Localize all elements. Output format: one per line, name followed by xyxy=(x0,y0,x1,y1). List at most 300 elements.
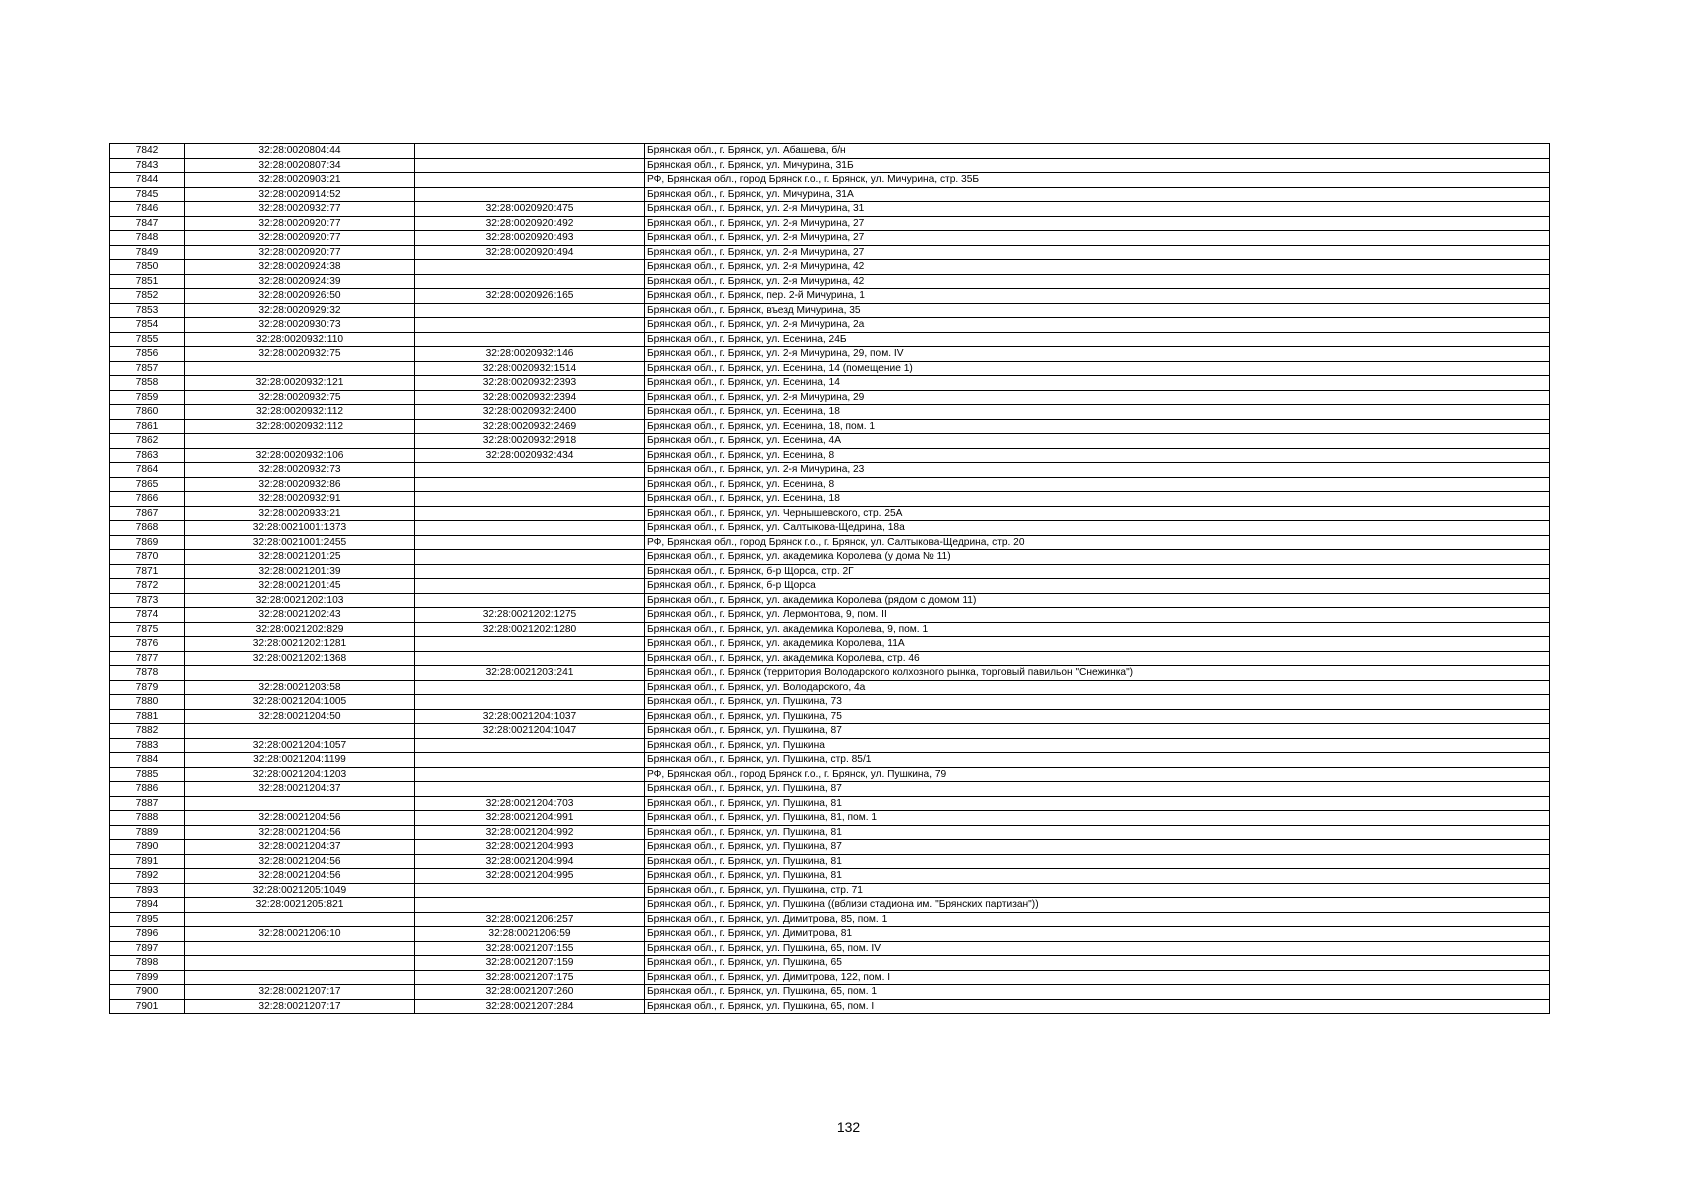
address-cell: Брянская обл., г. Брянск, ул. Пушкина, 73 xyxy=(645,695,1550,710)
row-number-cell: 7878 xyxy=(110,666,185,681)
table-row xyxy=(110,390,1550,405)
address-cell: Брянская обл., г. Брянск, ул. Пушкина, 87 xyxy=(645,840,1550,855)
parcel-number-cell: 32:28:0020914:52 xyxy=(185,187,415,202)
building-number-cell: 32:28:0021204:995 xyxy=(415,869,645,884)
row-number-cell: 7844 xyxy=(110,173,185,188)
row-number-cell: 7900 xyxy=(110,985,185,1000)
row-number-cell: 7864 xyxy=(110,463,185,478)
address-cell: Брянская обл., г. Брянск, б-р Щорса xyxy=(645,579,1550,594)
table-row xyxy=(110,535,1550,550)
row-number-cell: 7842 xyxy=(110,144,185,159)
parcel-number-cell: 32:28:0020932:110 xyxy=(185,332,415,347)
row-number-cell: 7848 xyxy=(110,231,185,246)
parcel-number-cell: 32:28:0021204:37 xyxy=(185,782,415,797)
building-number-cell xyxy=(415,260,645,275)
row-number-cell: 7885 xyxy=(110,767,185,782)
row-number-cell: 7855 xyxy=(110,332,185,347)
parcel-number-cell: 32:28:0021204:56 xyxy=(185,825,415,840)
parcel-number-cell: 32:28:0021207:17 xyxy=(185,985,415,1000)
table-row xyxy=(110,622,1550,637)
row-number-cell: 7861 xyxy=(110,419,185,434)
building-number-cell: 32:28:0020920:494 xyxy=(415,245,645,260)
parcel-number-cell: 32:28:0020930:73 xyxy=(185,318,415,333)
parcel-number-cell xyxy=(185,941,415,956)
address-cell: Брянская обл., г. Брянск, ул. Есенина, 14 (помещение 1) xyxy=(645,361,1550,376)
building-number-cell: 32:28:0021204:1037 xyxy=(415,709,645,724)
table-row xyxy=(110,521,1550,536)
parcel-number-cell: 32:28:0020929:32 xyxy=(185,303,415,318)
building-number-cell xyxy=(415,579,645,594)
table-row xyxy=(110,158,1550,173)
address-cell: Брянская обл., г. Брянск, ул. Чернышевского, стр. 25А xyxy=(645,506,1550,521)
table-row xyxy=(110,854,1550,869)
building-number-cell xyxy=(415,332,645,347)
parcel-number-cell: 32:28:0021204:50 xyxy=(185,709,415,724)
parcel-number-cell: 32:28:0021204:56 xyxy=(185,854,415,869)
parcel-number-cell: 32:28:0021204:37 xyxy=(185,840,415,855)
building-number-cell: 32:28:0021204:994 xyxy=(415,854,645,869)
building-number-cell xyxy=(415,173,645,188)
address-cell: Брянская обл., г. Брянск, ул. 2-я Мичурина, 23 xyxy=(645,463,1550,478)
row-number-cell: 7846 xyxy=(110,202,185,217)
row-number-cell: 7845 xyxy=(110,187,185,202)
table-row xyxy=(110,289,1550,304)
row-number-cell: 7891 xyxy=(110,854,185,869)
building-number-cell: 32:28:0020932:146 xyxy=(415,347,645,362)
parcel-number-cell: 32:28:0021001:2455 xyxy=(185,535,415,550)
parcel-number-cell: 32:28:0021202:103 xyxy=(185,593,415,608)
row-number-cell: 7843 xyxy=(110,158,185,173)
table-row xyxy=(110,405,1550,420)
row-number-cell: 7886 xyxy=(110,782,185,797)
address-cell: Брянская обл., г. Брянск, ул. 2-я Мичурина, 29, пом. IV xyxy=(645,347,1550,362)
building-number-cell xyxy=(415,318,645,333)
parcel-number-cell: 32:28:0021204:1005 xyxy=(185,695,415,710)
building-number-cell xyxy=(415,695,645,710)
table-row xyxy=(110,274,1550,289)
building-number-cell: 32:28:0020932:2918 xyxy=(415,434,645,449)
address-cell: Брянская обл., г. Брянск, ул. Пушкина, 75 xyxy=(645,709,1550,724)
table-row xyxy=(110,651,1550,666)
row-number-cell: 7847 xyxy=(110,216,185,231)
table-row xyxy=(110,985,1550,1000)
row-number-cell: 7872 xyxy=(110,579,185,594)
row-number-cell: 7889 xyxy=(110,825,185,840)
parcel-number-cell: 32:28:0020807:34 xyxy=(185,158,415,173)
address-cell: Брянская обл., г. Брянск, ул. Есенина, 24Б xyxy=(645,332,1550,347)
address-cell: Брянская обл., г. Брянск, ул. Есенина, 18 xyxy=(645,492,1550,507)
parcel-number-cell: 32:28:0020804:44 xyxy=(185,144,415,159)
table-row xyxy=(110,927,1550,942)
row-number-cell: 7896 xyxy=(110,927,185,942)
building-number-cell xyxy=(415,535,645,550)
address-cell: Брянская обл., г. Брянск, ул. Пушкина, 65 xyxy=(645,956,1550,971)
building-number-cell xyxy=(415,782,645,797)
parcel-number-cell: 32:28:0021204:56 xyxy=(185,811,415,826)
address-cell: Брянская обл., г. Брянск, ул. академика Королева, стр. 46 xyxy=(645,651,1550,666)
address-cell: Брянская обл., г. Брянск, ул. академика Королева (рядом с домом 11) xyxy=(645,593,1550,608)
parcel-number-cell: 32:28:0021202:1368 xyxy=(185,651,415,666)
building-number-cell xyxy=(415,463,645,478)
parcel-number-cell xyxy=(185,912,415,927)
address-cell: Брянская обл., г. Брянск, ул. Пушкина, 65, пом. I xyxy=(645,999,1550,1014)
parcel-number-cell xyxy=(185,666,415,681)
building-number-cell: 32:28:0021202:1275 xyxy=(415,608,645,623)
table-row xyxy=(110,883,1550,898)
row-number-cell: 7901 xyxy=(110,999,185,1014)
table-row xyxy=(110,187,1550,202)
building-number-cell xyxy=(415,303,645,318)
building-number-cell: 32:28:0020932:2400 xyxy=(415,405,645,420)
building-number-cell: 32:28:0021204:993 xyxy=(415,840,645,855)
building-number-cell: 32:28:0020932:2393 xyxy=(415,376,645,391)
table-row xyxy=(110,564,1550,579)
address-cell: Брянская обл., г. Брянск, ул. Димитрова, 85, пом. 1 xyxy=(645,912,1550,927)
address-cell: Брянская обл., г. Брянск, пер. 2-й Мичурина, 1 xyxy=(645,289,1550,304)
building-number-cell xyxy=(415,767,645,782)
document-sheet xyxy=(109,143,1549,1014)
address-cell: Брянская обл., г. Брянск, ул. Пушкина, 81 xyxy=(645,869,1550,884)
table-row xyxy=(110,738,1550,753)
row-number-cell: 7883 xyxy=(110,738,185,753)
page-number: 132 xyxy=(836,1119,861,1135)
register-table-body xyxy=(110,144,1550,1014)
address-cell: Брянская обл., г. Брянск, ул. 2-я Мичурина, 31 xyxy=(645,202,1550,217)
building-number-cell: 32:28:0021204:703 xyxy=(415,796,645,811)
building-number-cell: 32:28:0020932:2394 xyxy=(415,390,645,405)
row-number-cell: 7877 xyxy=(110,651,185,666)
building-number-cell xyxy=(415,680,645,695)
row-number-cell: 7880 xyxy=(110,695,185,710)
building-number-cell xyxy=(415,593,645,608)
table-row xyxy=(110,303,1550,318)
address-cell: Брянская обл., г. Брянск, ул. Пушкина, 81 xyxy=(645,854,1550,869)
building-number-cell: 32:28:0021207:155 xyxy=(415,941,645,956)
building-number-cell: 32:28:0020920:493 xyxy=(415,231,645,246)
table-row xyxy=(110,796,1550,811)
address-cell: Брянская обл., г. Брянск, ул. Володарского, 4а xyxy=(645,680,1550,695)
building-number-cell: 32:28:0021202:1280 xyxy=(415,622,645,637)
parcel-number-cell: 32:28:0020932:91 xyxy=(185,492,415,507)
address-cell: Брянская обл., г. Брянск, въезд Мичурина, 35 xyxy=(645,303,1550,318)
building-number-cell xyxy=(415,144,645,159)
table-row xyxy=(110,666,1550,681)
address-cell: Брянская обл., г. Брянск, б-р Щорса, стр. 2Г xyxy=(645,564,1550,579)
parcel-number-cell: 32:28:0020932:106 xyxy=(185,448,415,463)
table-row xyxy=(110,202,1550,217)
table-row xyxy=(110,173,1550,188)
address-cell: Брянская обл., г. Брянск, ул. академика Королева (у дома № 11) xyxy=(645,550,1550,565)
address-cell: РФ, Брянская обл., город Брянск г.о., г. Брянск, ул. Мичурина, стр. 35Б xyxy=(645,173,1550,188)
address-cell: Брянская обл., г. Брянск, ул. Пушкина ((вблизи стадиона им. "Брянских партизан")) xyxy=(645,898,1550,913)
parcel-number-cell: 32:28:0020933:21 xyxy=(185,506,415,521)
table-row xyxy=(110,506,1550,521)
row-number-cell: 7893 xyxy=(110,883,185,898)
table-row xyxy=(110,637,1550,652)
row-number-cell: 7876 xyxy=(110,637,185,652)
parcel-number-cell: 32:28:0020924:38 xyxy=(185,260,415,275)
address-cell: Брянская обл., г. Брянск, ул. академика Королева, 11А xyxy=(645,637,1550,652)
parcel-number-cell: 32:28:0020932:75 xyxy=(185,347,415,362)
building-number-cell xyxy=(415,898,645,913)
building-number-cell xyxy=(415,883,645,898)
building-number-cell: 32:28:0021207:260 xyxy=(415,985,645,1000)
parcel-number-cell: 32:28:0021202:1281 xyxy=(185,637,415,652)
parcel-number-cell: 32:28:0020932:112 xyxy=(185,419,415,434)
table-row xyxy=(110,956,1550,971)
row-number-cell: 7879 xyxy=(110,680,185,695)
address-cell: Брянская обл., г. Брянск, ул. Пушкина, 81, пом. 1 xyxy=(645,811,1550,826)
row-number-cell: 7867 xyxy=(110,506,185,521)
row-number-cell: 7888 xyxy=(110,811,185,826)
parcel-number-cell xyxy=(185,970,415,985)
parcel-number-cell: 32:28:0020926:50 xyxy=(185,289,415,304)
row-number-cell: 7875 xyxy=(110,622,185,637)
row-number-cell: 7881 xyxy=(110,709,185,724)
table-row xyxy=(110,724,1550,739)
address-cell: Брянская обл., г. Брянск, ул. Димитрова, 122, пом. I xyxy=(645,970,1550,985)
table-row xyxy=(110,492,1550,507)
row-number-cell: 7868 xyxy=(110,521,185,536)
address-cell: Брянская обл., г. Брянск, ул. 2-я Мичурина, 27 xyxy=(645,231,1550,246)
address-cell: Брянская обл., г. Брянск, ул. Салтыкова-Щедрина, 18а xyxy=(645,521,1550,536)
address-cell: Брянская обл., г. Брянск, ул. 2-я Мичурина, 2а xyxy=(645,318,1550,333)
table-row xyxy=(110,825,1550,840)
address-cell: Брянская обл., г. Брянск, ул. 2-я Мичурина, 42 xyxy=(645,274,1550,289)
parcel-number-cell: 32:28:0020920:77 xyxy=(185,216,415,231)
building-number-cell xyxy=(415,738,645,753)
table-row xyxy=(110,144,1550,159)
table-row xyxy=(110,347,1550,362)
parcel-number-cell: 32:28:0021206:10 xyxy=(185,927,415,942)
parcel-number-cell: 32:28:0021207:17 xyxy=(185,999,415,1014)
building-number-cell: 32:28:0021203:241 xyxy=(415,666,645,681)
building-number-cell: 32:28:0020926:165 xyxy=(415,289,645,304)
building-number-cell: 32:28:0021204:1047 xyxy=(415,724,645,739)
parcel-number-cell: 32:28:0020932:86 xyxy=(185,477,415,492)
row-number-cell: 7852 xyxy=(110,289,185,304)
building-number-cell xyxy=(415,274,645,289)
parcel-number-cell: 32:28:0020932:73 xyxy=(185,463,415,478)
row-number-cell: 7892 xyxy=(110,869,185,884)
address-cell: РФ, Брянская обл., город Брянск г.о., г. Брянск, ул. Салтыкова-Щедрина, стр. 20 xyxy=(645,535,1550,550)
table-row xyxy=(110,840,1550,855)
table-row xyxy=(110,579,1550,594)
building-number-cell xyxy=(415,521,645,536)
building-number-cell xyxy=(415,492,645,507)
address-cell: Брянская обл., г. Брянск, ул. Есенина, 8 xyxy=(645,448,1550,463)
building-number-cell: 32:28:0021207:175 xyxy=(415,970,645,985)
building-number-cell xyxy=(415,506,645,521)
address-cell: Брянская обл., г. Брянск, ул. Лермонтова, 9, пом. II xyxy=(645,608,1550,623)
parcel-number-cell: 32:28:0021205:1049 xyxy=(185,883,415,898)
table-row xyxy=(110,912,1550,927)
address-cell: Брянская обл., г. Брянск, ул. Есенина, 18 xyxy=(645,405,1550,420)
building-number-cell xyxy=(415,651,645,666)
table-row xyxy=(110,216,1550,231)
table-row xyxy=(110,593,1550,608)
table-row xyxy=(110,680,1550,695)
row-number-cell: 7899 xyxy=(110,970,185,985)
table-row xyxy=(110,608,1550,623)
building-number-cell: 32:28:0021206:257 xyxy=(415,912,645,927)
address-cell: Брянская обл., г. Брянск, ул. Пушкина, 81 xyxy=(645,825,1550,840)
row-number-cell: 7866 xyxy=(110,492,185,507)
row-number-cell: 7895 xyxy=(110,912,185,927)
address-cell: Брянская обл., г. Брянск, ул. 2-я Мичурина, 42 xyxy=(645,260,1550,275)
address-cell: Брянская обл., г. Брянск, ул. Есенина, 4А xyxy=(645,434,1550,449)
parcel-number-cell: 32:28:0021204:1203 xyxy=(185,767,415,782)
row-number-cell: 7869 xyxy=(110,535,185,550)
row-number-cell: 7853 xyxy=(110,303,185,318)
building-number-cell: 32:28:0021204:992 xyxy=(415,825,645,840)
table-row xyxy=(110,970,1550,985)
row-number-cell: 7849 xyxy=(110,245,185,260)
row-number-cell: 7874 xyxy=(110,608,185,623)
parcel-number-cell: 32:28:0021202:829 xyxy=(185,622,415,637)
row-number-cell: 7894 xyxy=(110,898,185,913)
address-cell: Брянская обл., г. Брянск, ул. 2-я Мичурина, 27 xyxy=(645,216,1550,231)
row-number-cell: 7858 xyxy=(110,376,185,391)
address-cell: Брянская обл., г. Брянск, ул. Пушкина, 65, пом. IV xyxy=(645,941,1550,956)
parcel-number-cell: 32:28:0021201:39 xyxy=(185,564,415,579)
building-number-cell xyxy=(415,637,645,652)
row-number-cell: 7897 xyxy=(110,941,185,956)
table-row xyxy=(110,941,1550,956)
row-number-cell: 7882 xyxy=(110,724,185,739)
table-row xyxy=(110,782,1550,797)
row-number-cell: 7887 xyxy=(110,796,185,811)
parcel-number-cell: 32:28:0021001:1373 xyxy=(185,521,415,536)
address-cell: Брянская обл., г. Брянск, ул. 2-я Мичурина, 29 xyxy=(645,390,1550,405)
building-number-cell: 32:28:0020932:2469 xyxy=(415,419,645,434)
table-row xyxy=(110,898,1550,913)
building-number-cell xyxy=(415,187,645,202)
table-row xyxy=(110,753,1550,768)
building-number-cell: 32:28:0020932:434 xyxy=(415,448,645,463)
row-number-cell: 7873 xyxy=(110,593,185,608)
building-number-cell: 32:28:0021207:284 xyxy=(415,999,645,1014)
row-number-cell: 7871 xyxy=(110,564,185,579)
parcel-number-cell: 32:28:0021205:821 xyxy=(185,898,415,913)
parcel-number-cell: 32:28:0021201:45 xyxy=(185,579,415,594)
row-number-cell: 7865 xyxy=(110,477,185,492)
table-row xyxy=(110,318,1550,333)
address-cell: Брянская обл., г. Брянск, ул. Пушкина xyxy=(645,738,1550,753)
table-row xyxy=(110,695,1550,710)
building-number-cell: 32:28:0020932:1514 xyxy=(415,361,645,376)
parcel-number-cell: 32:28:0020932:75 xyxy=(185,390,415,405)
table-row xyxy=(110,245,1550,260)
table-row xyxy=(110,811,1550,826)
register-table xyxy=(109,143,1550,1014)
table-row xyxy=(110,477,1550,492)
row-number-cell: 7884 xyxy=(110,753,185,768)
table-row xyxy=(110,550,1550,565)
row-number-cell: 7854 xyxy=(110,318,185,333)
row-number-cell: 7890 xyxy=(110,840,185,855)
building-number-cell xyxy=(415,564,645,579)
table-row xyxy=(110,231,1550,246)
parcel-number-cell: 32:28:0021204:1057 xyxy=(185,738,415,753)
address-cell: Брянская обл., г. Брянск, ул. академика Королева, 9, пом. 1 xyxy=(645,622,1550,637)
row-number-cell: 7856 xyxy=(110,347,185,362)
parcel-number-cell xyxy=(185,434,415,449)
parcel-number-cell: 32:28:0021201:25 xyxy=(185,550,415,565)
row-number-cell: 7859 xyxy=(110,390,185,405)
table-row xyxy=(110,260,1550,275)
address-cell: Брянская обл., г. Брянск, ул. Есенина, 8 xyxy=(645,477,1550,492)
table-row xyxy=(110,376,1550,391)
parcel-number-cell: 32:28:0020920:77 xyxy=(185,245,415,260)
table-row xyxy=(110,332,1550,347)
building-number-cell: 32:28:0020920:475 xyxy=(415,202,645,217)
parcel-number-cell: 32:28:0021204:1199 xyxy=(185,753,415,768)
parcel-number-cell: 32:28:0021204:56 xyxy=(185,869,415,884)
building-number-cell xyxy=(415,753,645,768)
address-cell: Брянская обл., г. Брянск, ул. Есенина, 18, пом. 1 xyxy=(645,419,1550,434)
row-number-cell: 7862 xyxy=(110,434,185,449)
building-number-cell xyxy=(415,158,645,173)
table-row xyxy=(110,361,1550,376)
parcel-number-cell: 32:28:0020903:21 xyxy=(185,173,415,188)
building-number-cell: 32:28:0021207:159 xyxy=(415,956,645,971)
row-number-cell: 7850 xyxy=(110,260,185,275)
table-row xyxy=(110,434,1550,449)
parcel-number-cell: 32:28:0020932:77 xyxy=(185,202,415,217)
row-number-cell: 7870 xyxy=(110,550,185,565)
address-cell: Брянская обл., г. Брянск, ул. Пушкина, стр. 85/1 xyxy=(645,753,1550,768)
address-cell: Брянская обл., г. Брянск (территория Володарского колхозного рынка, торговый павильон "Снежинка") xyxy=(645,666,1550,681)
parcel-number-cell: 32:28:0021203:58 xyxy=(185,680,415,695)
row-number-cell: 7898 xyxy=(110,956,185,971)
row-number-cell: 7860 xyxy=(110,405,185,420)
address-cell: Брянская обл., г. Брянск, ул. Пушкина, 87 xyxy=(645,724,1550,739)
address-cell: Брянская обл., г. Брянск, ул. Мичурина, 31Б xyxy=(645,158,1550,173)
building-number-cell xyxy=(415,550,645,565)
parcel-number-cell: 32:28:0020932:121 xyxy=(185,376,415,391)
table-row xyxy=(110,419,1550,434)
parcel-number-cell: 32:28:0020932:112 xyxy=(185,405,415,420)
parcel-number-cell: 32:28:0021202:43 xyxy=(185,608,415,623)
address-cell: Брянская обл., г. Брянск, ул. Пушкина, 81 xyxy=(645,796,1550,811)
table-row xyxy=(110,869,1550,884)
table-row xyxy=(110,448,1550,463)
address-cell: Брянская обл., г. Брянск, ул. Мичурина, 31А xyxy=(645,187,1550,202)
table-row xyxy=(110,999,1550,1014)
parcel-number-cell xyxy=(185,361,415,376)
table-row xyxy=(110,767,1550,782)
building-number-cell: 32:28:0021204:991 xyxy=(415,811,645,826)
table-row xyxy=(110,463,1550,478)
parcel-number-cell: 32:28:0020924:39 xyxy=(185,274,415,289)
address-cell: Брянская обл., г. Брянск, ул. Есенина, 14 xyxy=(645,376,1550,391)
building-number-cell: 32:28:0021206:59 xyxy=(415,927,645,942)
address-cell: Брянская обл., г. Брянск, ул. Пушкина, 65, пом. 1 xyxy=(645,985,1550,1000)
row-number-cell: 7863 xyxy=(110,448,185,463)
building-number-cell: 32:28:0020920:492 xyxy=(415,216,645,231)
row-number-cell: 7851 xyxy=(110,274,185,289)
parcel-number-cell xyxy=(185,796,415,811)
address-cell: Брянская обл., г. Брянск, ул. Пушкина, стр. 71 xyxy=(645,883,1550,898)
address-cell: Брянская обл., г. Брянск, ул. Димитрова, 81 xyxy=(645,927,1550,942)
address-cell: Брянская обл., г. Брянск, ул. Абашева, б/н xyxy=(645,144,1550,159)
parcel-number-cell xyxy=(185,956,415,971)
address-cell: Брянская обл., г. Брянск, ул. 2-я Мичурина, 27 xyxy=(645,245,1550,260)
address-cell: Брянская обл., г. Брянск, ул. Пушкина, 87 xyxy=(645,782,1550,797)
building-number-cell xyxy=(415,477,645,492)
parcel-number-cell: 32:28:0020920:77 xyxy=(185,231,415,246)
